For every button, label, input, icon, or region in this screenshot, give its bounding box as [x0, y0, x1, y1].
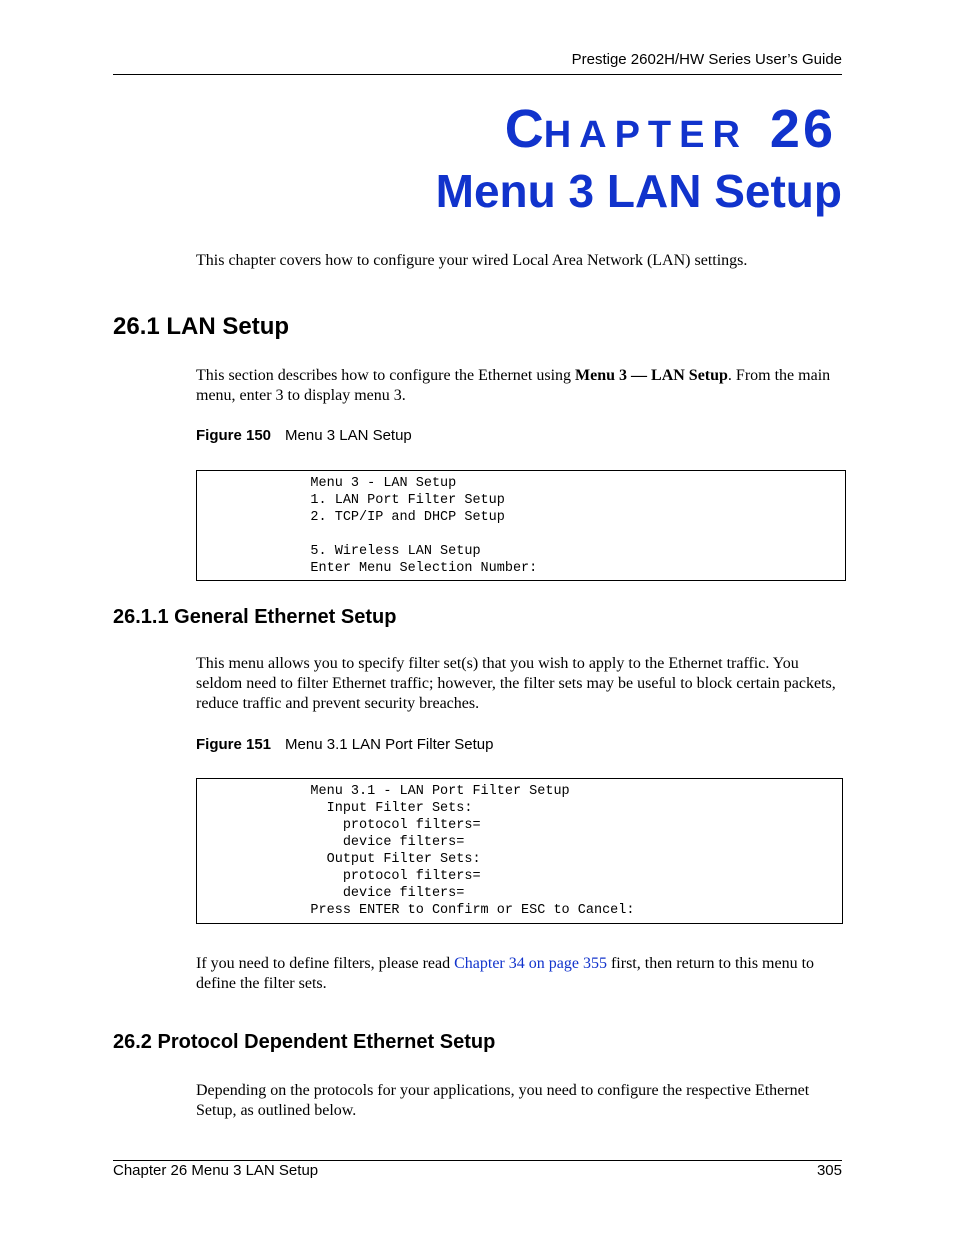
- chapter-34-link[interactable]: Chapter 34 on page 355: [454, 955, 607, 972]
- menu-3-screen: [196, 470, 846, 581]
- screen-line: 1. LAN Port Filter Setup: [197, 493, 505, 508]
- screen-line: 5. Wireless LAN Setup: [197, 544, 481, 559]
- chapter-title: Menu 3 LAN Setup: [435, 165, 842, 217]
- para-text: . From the main menu, enter 3 to display menu 3.: [196, 367, 831, 404]
- chapter-label: [300, 98, 836, 160]
- section-heading-26-1-1: 26.1.1 General Ethernet Setup: [113, 606, 397, 628]
- figure-150-caption: [196, 427, 412, 444]
- screen-line: Output Filter Sets:: [197, 852, 481, 867]
- chapter-word-initial: C: [504, 99, 544, 159]
- menu-reference: Menu 3 — LAN Setup: [575, 367, 728, 384]
- screen-line: protocol filters=: [197, 869, 481, 884]
- section-heading-26-2: 26.2 Protocol Dependent Ethernet Setup: [113, 1031, 496, 1053]
- screen-line: Press ENTER to Confirm or ESC to Cancel:: [197, 903, 635, 918]
- chapter-word-rest: HAPTER: [543, 114, 748, 156]
- section-26-2-paragraph: Depending on the protocols for your applications, you need to configure the respective Ethernet Setup, as outlined below.: [196, 1082, 810, 1119]
- figure-label: Figure 151: [196, 736, 272, 753]
- figure-caption-text: Menu 3 LAN Setup: [285, 427, 412, 444]
- screen-line: Menu 3.1 - LAN Port Filter Setup: [197, 784, 570, 799]
- para-text: This section describes how to configure the Ethernet using: [196, 367, 576, 384]
- para-text: first, then return to this menu to define the filter sets.: [196, 955, 815, 992]
- header-rule: [113, 74, 842, 75]
- figure-151-caption: [196, 736, 493, 753]
- screen-line: 2. TCP/IP and DHCP Setup: [197, 510, 505, 525]
- screen-line: protocol filters=: [197, 818, 481, 833]
- figure-caption-text: Menu 3.1 LAN Port Filter Setup: [285, 736, 494, 753]
- filters-paragraph: [196, 954, 846, 994]
- footer-chapter-reference: Chapter 26 Menu 3 LAN Setup: [113, 1162, 319, 1179]
- section-heading-26-1: 26.1 LAN Setup: [113, 313, 290, 340]
- figure-label: Figure 150: [196, 427, 272, 444]
- screen-line: device filters=: [197, 835, 465, 850]
- footer-rule: [113, 1160, 842, 1161]
- screen-line: device filters=: [197, 886, 465, 901]
- menu-3-1-screen: [196, 778, 843, 924]
- para-text: If you need to define filters, please read: [196, 955, 455, 972]
- section-26-1-1-paragraph: This menu allows you to specify filter set(s) that you wish to apply to the Ethernet traffic. You seldom need to filter Ethernet traffic; however, the filter sets may be useful to block certain packets, reduce traffic and prevent security breaches.: [196, 655, 836, 712]
- intro-paragraph: This chapter covers how to configure your wired Local Area Network (LAN) settings.: [196, 252, 748, 269]
- screen-line: Input Filter Sets:: [197, 801, 473, 816]
- screen-line: Menu 3 - LAN Setup: [197, 476, 457, 491]
- screen-line: [197, 526, 845, 543]
- screen-line: Enter Menu Selection Number:: [197, 561, 538, 576]
- running-header: Prestige 2602H/HW Series User’s Guide: [571, 51, 842, 68]
- chapter-number: 26: [769, 99, 836, 159]
- section-26-1-paragraph: [196, 366, 846, 406]
- page-number: 305: [816, 1162, 842, 1179]
